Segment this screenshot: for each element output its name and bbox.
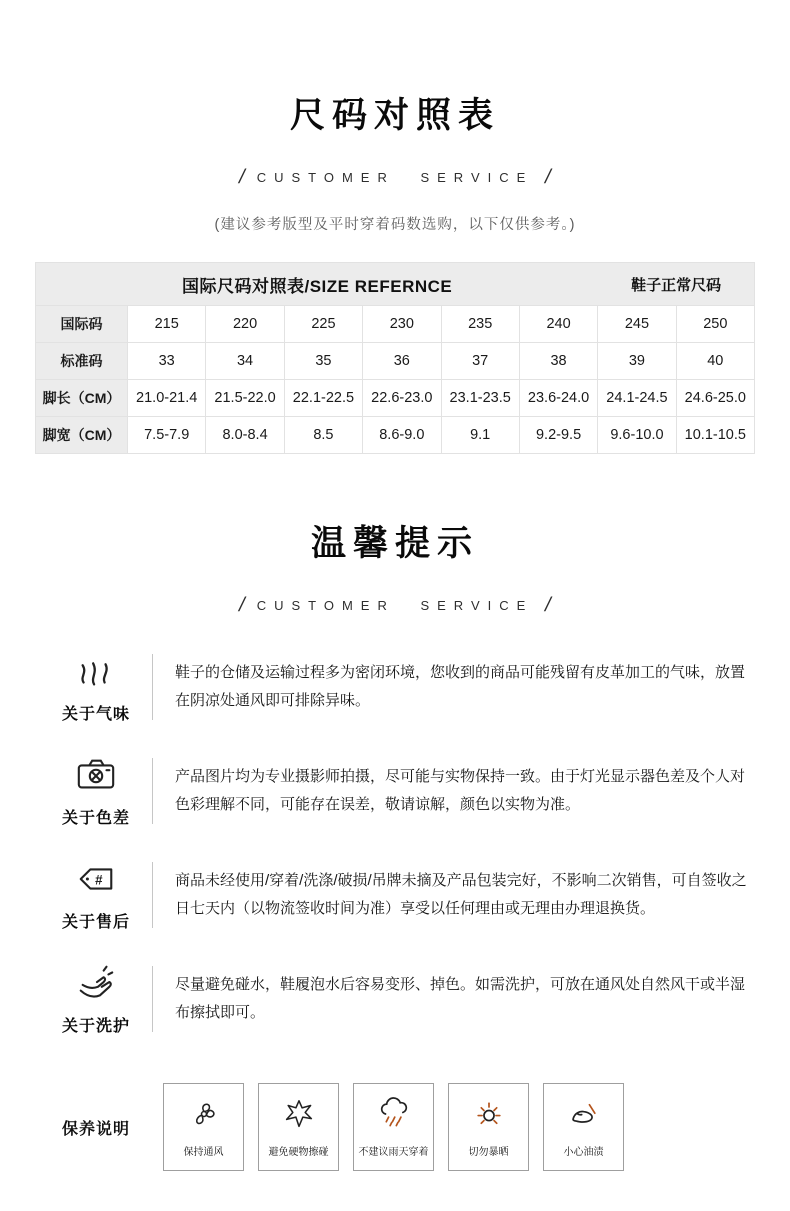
care-boxes xyxy=(152,1083,624,1171)
size-table xyxy=(35,262,755,454)
oil-icon xyxy=(567,1097,601,1136)
table-cell: 35 xyxy=(285,343,363,380)
fan-icon xyxy=(187,1097,221,1136)
table-cell: 24.1-24.5 xyxy=(598,380,676,417)
table-row xyxy=(36,343,755,380)
table-cell: 36 xyxy=(363,343,441,380)
tips-list xyxy=(40,635,750,1051)
table-cell: 240 xyxy=(520,306,598,343)
camera-icon xyxy=(75,754,117,796)
smell-icon xyxy=(75,650,117,692)
table-cell: 9.1 xyxy=(442,417,520,454)
tip-left xyxy=(40,754,152,828)
table-cell: 230 xyxy=(363,306,441,343)
table-cell: 23.6-24.0 xyxy=(520,380,598,417)
table-cell: 37 xyxy=(442,343,520,380)
slash-left-icon: / xyxy=(236,166,248,188)
row-label: 脚长（CM） xyxy=(36,380,128,417)
tips-subtitle xyxy=(0,594,790,617)
table-cell: 40 xyxy=(677,343,755,380)
care-box-rain xyxy=(353,1083,434,1171)
handwash-icon xyxy=(75,962,117,1004)
size-subtitle-text: CUSTOMER SERVICE xyxy=(256,170,534,185)
size-table-header-left: 国际尺码对照表/SIZE REFERNCE xyxy=(36,263,598,306)
table-cell: 22.1-22.5 xyxy=(285,380,363,417)
care-box-sun xyxy=(448,1083,529,1171)
table-cell: 21.5-22.0 xyxy=(206,380,284,417)
table-cell: 10.1-10.5 xyxy=(677,417,755,454)
table-cell: 9.6-10.0 xyxy=(598,417,676,454)
tip-text: 尽量避免碰水，鞋履泡水后容易变形、掉色。如需洗护，可放在通风处自然风干或半湿布擦拭即可。 xyxy=(175,976,746,1021)
table-cell: 215 xyxy=(128,306,206,343)
table-cell: 33 xyxy=(128,343,206,380)
tip-text: 鞋子的仓储及运输过程多为密闭环境，您收到的商品可能残留有皮革加工的气味，放置在阴凉处通风即可排除异味。 xyxy=(175,664,746,709)
table-cell: 245 xyxy=(598,306,676,343)
care-box-label: 避免硬物擦碰 xyxy=(268,1146,329,1158)
svg-text:#: # xyxy=(95,872,103,888)
size-table-header-right: 鞋子正常尺码 xyxy=(598,263,755,306)
table-cell: 8.5 xyxy=(285,417,363,454)
table-cell: 34 xyxy=(206,343,284,380)
table-cell: 24.6-25.0 xyxy=(677,380,755,417)
slash-right-icon: / xyxy=(543,594,554,616)
table-cell: 22.6-23.0 xyxy=(363,380,441,417)
table-cell: 39 xyxy=(598,343,676,380)
tip-item-color xyxy=(40,739,750,843)
size-section-title: 尺码对照表 xyxy=(289,96,500,135)
slash-right-icon: / xyxy=(543,166,554,188)
table-cell: 250 xyxy=(677,306,755,343)
table-cell: 23.1-23.5 xyxy=(442,380,520,417)
tip-text: 商品未经使用/穿着/洗涤/破损/吊牌未摘及产品包装完好，不影响二次销售，可自签收之日七天内（以物流签收时间为准）享受以任何理由或无理由办理退换货。 xyxy=(175,872,747,917)
table-cell: 7.5-7.9 xyxy=(128,417,206,454)
tip-item-aftersale xyxy=(40,843,750,947)
tip-label: 关于色差 xyxy=(61,810,130,827)
care-box-label: 不建议雨天穿着 xyxy=(358,1146,429,1158)
table-cell: 220 xyxy=(206,306,284,343)
table-cell: 21.0-21.4 xyxy=(128,380,206,417)
size-table-header xyxy=(36,263,755,306)
care-section xyxy=(40,1083,750,1171)
care-box-label: 切勿暴晒 xyxy=(468,1146,509,1158)
care-box-label: 小心油渍 xyxy=(563,1146,604,1158)
scratch-icon xyxy=(282,1097,316,1136)
care-box-scratch xyxy=(258,1083,339,1171)
rain-icon xyxy=(377,1097,411,1136)
table-cell: 8.0-8.4 xyxy=(206,417,284,454)
tip-item-wash xyxy=(40,947,750,1051)
size-subtitle xyxy=(0,166,790,189)
care-label: 保养说明 xyxy=(61,1120,130,1138)
table-cell: 38 xyxy=(520,343,598,380)
size-note: (建议参考版型及平时穿着码数选购，以下仅供参考。) xyxy=(214,217,576,233)
tip-label: 关于售后 xyxy=(61,914,130,931)
tip-left xyxy=(40,650,152,724)
slash-left-icon: / xyxy=(236,594,248,616)
tip-text: 产品图片均为专业摄影师拍摄，尽可能与实物保持一致。由于灯光显示器色差及个人对色彩理解不同，可能存在误差，敬请谅解，颜色以实物为准。 xyxy=(175,768,746,813)
table-row xyxy=(36,380,755,417)
row-label: 标准码 xyxy=(36,343,128,380)
tip-left xyxy=(40,858,152,932)
table-cell: 8.6-9.0 xyxy=(363,417,441,454)
table-row xyxy=(36,417,755,454)
tips-subtitle-text: CUSTOMER SERVICE xyxy=(256,598,534,613)
table-cell: 225 xyxy=(285,306,363,343)
table-row xyxy=(36,306,755,343)
sun-icon xyxy=(472,1097,506,1136)
care-box-ventilate xyxy=(163,1083,244,1171)
row-label: 脚宽（CM） xyxy=(36,417,128,454)
table-cell: 235 xyxy=(442,306,520,343)
care-box-oil xyxy=(543,1083,624,1171)
tip-label: 关于洗护 xyxy=(61,1018,130,1035)
tag-icon xyxy=(75,858,117,900)
row-label: 国际码 xyxy=(36,306,128,343)
tip-left xyxy=(40,962,152,1036)
table-cell: 9.2-9.5 xyxy=(520,417,598,454)
tip-item-odor xyxy=(40,635,750,739)
tip-label: 关于气味 xyxy=(61,706,130,723)
care-box-label: 保持通风 xyxy=(183,1146,224,1158)
tips-section-title: 温馨提示 xyxy=(310,524,479,563)
